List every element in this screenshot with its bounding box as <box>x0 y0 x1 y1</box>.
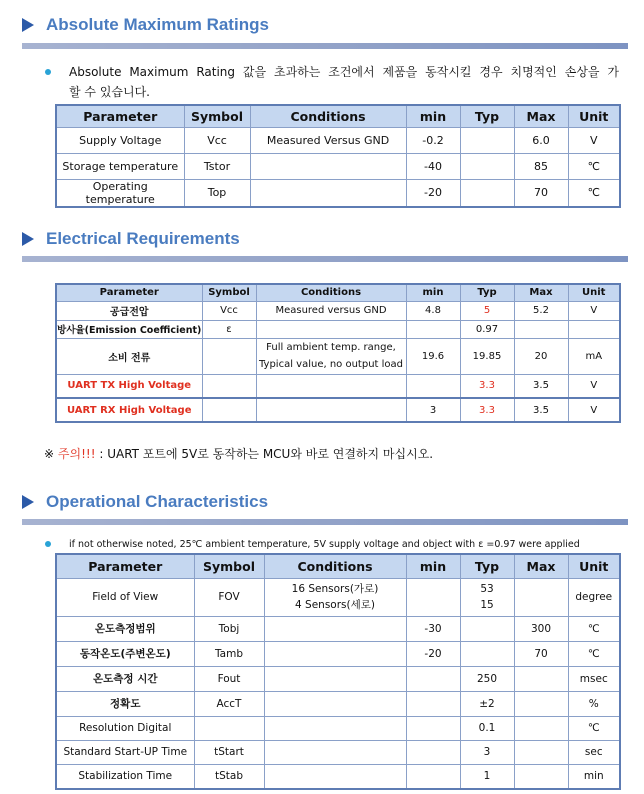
warning-label: 주의!!! <box>57 447 96 461</box>
triangle-arrow-icon <box>22 232 34 246</box>
header-unit: Unit <box>568 284 620 301</box>
header-unit: Unit <box>568 105 620 127</box>
conditions-note: if not otherwise noted, 25℃ ambient temperature, 5V supply voltage and object with ε =0.97 were applied <box>69 539 580 550</box>
table-row: 소비 전류 Full ambient temp. range, Typical value, no output load 19.6 19.85 20 mA <box>56 338 620 374</box>
table-row: 동작온도(주변온도) Tamb -20 70 ℃ <box>56 641 620 666</box>
fov-typ-2: 15 <box>480 599 494 611</box>
header-conditions: Conditions <box>250 105 406 127</box>
header-typ: Typ <box>460 554 514 578</box>
header-typ: Typ <box>460 284 514 301</box>
header-parameter: Parameter <box>56 554 194 578</box>
note-text-2: 할 수 있습니다. <box>69 85 150 99</box>
divider <box>22 43 628 49</box>
header-max: Max <box>514 105 568 127</box>
table-row: Storage temperature Tstor -40 85 ℃ <box>56 153 620 179</box>
header-unit: Unit <box>568 554 620 578</box>
table-row: Resolution Digital 0.1 ℃ <box>56 716 620 740</box>
triangle-arrow-icon <box>22 18 34 32</box>
header-min: min <box>406 554 460 578</box>
section-title-operational <box>22 492 268 512</box>
header-symbol: Symbol <box>202 284 256 301</box>
absolute-max-table <box>55 104 621 208</box>
table-row: Field of View FOV 16 Sensors(가로) 4 Sensors(세로) 53 15 degree <box>56 578 620 616</box>
header-conditions: Conditions <box>264 554 406 578</box>
triangle-arrow-icon <box>22 495 34 509</box>
header-symbol: Symbol <box>194 554 264 578</box>
header-min: min <box>406 105 460 127</box>
table-row: Stabilization Time tStab 1 min <box>56 764 620 789</box>
header-typ: Typ <box>460 105 514 127</box>
fov-typ-1: 53 <box>480 583 494 595</box>
operational-table <box>55 553 621 790</box>
condition-line-2: Typical value, no output load <box>258 359 404 370</box>
section-title-absolute-max <box>22 15 269 35</box>
section-title-text: Absolute Maximum Ratings <box>46 15 269 34</box>
section-title-text: Electrical Requirements <box>46 229 240 248</box>
note-text: Absolute Maximum Rating 값을 초과하는 조건에서 제품을 동작시킬 경우 치명적인 손상을 가 <box>69 65 619 79</box>
bullet-icon <box>45 541 51 547</box>
warning-mark: ※ <box>44 447 55 461</box>
table-row: UART TX High Voltage 3.3 3.5 V <box>56 374 620 398</box>
table-row: UART RX High Voltage 3 3.3 3.5 V <box>56 398 620 422</box>
table-row: 온도측정범위 Tobj -30 300 ℃ <box>56 616 620 641</box>
header-max: Max <box>514 554 568 578</box>
table-row: 방사율(Emission Coefficient) ε 0.97 <box>56 320 620 338</box>
warning-note <box>44 444 433 464</box>
table-row: 정확도 AccT ±2 % <box>56 691 620 716</box>
table-row: Supply Voltage Vcc Measured Versus GND -0.2 6.0 V <box>56 127 620 153</box>
electrical-table <box>55 283 621 423</box>
section-title-text: Operational Characteristics <box>46 492 269 511</box>
divider <box>22 519 628 525</box>
divider <box>22 256 628 262</box>
fov-condition-1: 16 Sensors(가로) <box>291 583 379 595</box>
section-title-electrical <box>22 229 240 249</box>
table-row: 공급전압 Vcc Measured versus GND 4.8 5 5.2 V <box>56 301 620 320</box>
header-conditions: Conditions <box>256 284 406 301</box>
bullet-icon <box>45 69 51 75</box>
table-row: Standard Start-UP Time tStart 3 sec <box>56 740 620 764</box>
header-symbol: Symbol <box>184 105 250 127</box>
header-max: Max <box>514 284 568 301</box>
fov-condition-2: 4 Sensors(세로) <box>295 599 375 611</box>
header-parameter: Parameter <box>56 284 202 301</box>
warning-text: : UART 포트에 5V로 동작하는 MCU와 바로 연결하지 마십시오. <box>99 447 434 461</box>
header-min: min <box>406 284 460 301</box>
table-row: 온도측정 시간 Fout 250 msec <box>56 666 620 691</box>
table-row: Operating temperature Top -20 70 ℃ <box>56 179 620 207</box>
header-parameter: Parameter <box>56 105 184 127</box>
condition-line-1: Full ambient temp. range, <box>266 342 396 353</box>
